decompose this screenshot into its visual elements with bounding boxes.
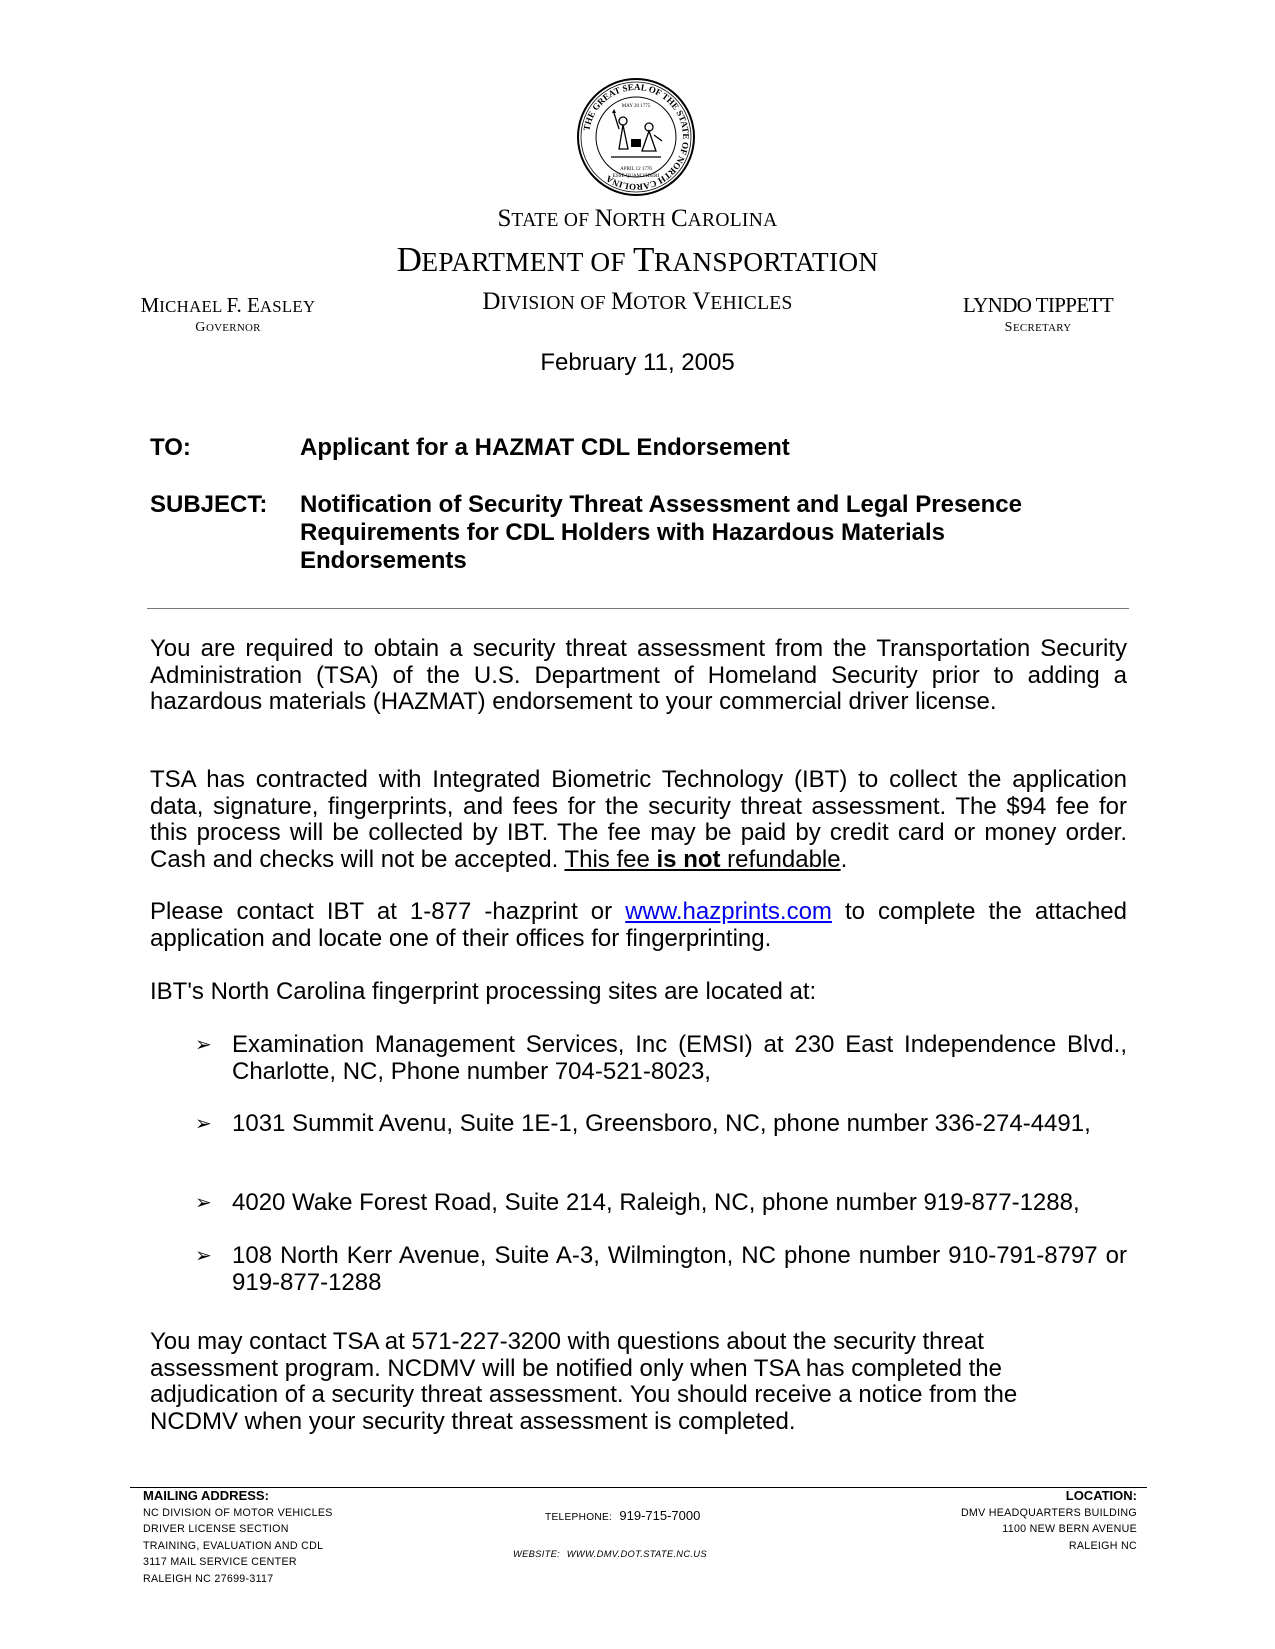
letter-date: February 11, 2005 bbox=[540, 349, 735, 376]
site-item-greensboro bbox=[195, 1111, 1127, 1138]
contact-ibt-rest: to complete the attached application and locate one of their offices for fingerprinting. bbox=[150, 898, 1127, 952]
governor-name bbox=[130, 293, 326, 318]
secretary-title bbox=[960, 320, 1116, 336]
state-rest-1: TATE OF bbox=[511, 210, 595, 231]
tsa-line-2: assessment program. NCDMV will be notified only when TSA has completed the bbox=[150, 1354, 1002, 1382]
div-cap-3: V bbox=[692, 288, 711, 315]
arrow-bullet-icon: ➢ bbox=[195, 1245, 212, 1267]
site-item-charlotte bbox=[195, 1032, 1127, 1085]
department-name bbox=[0, 240, 1275, 280]
dept-cap-1: D bbox=[396, 240, 422, 279]
div-rest-1: IVISION OF bbox=[500, 293, 611, 314]
arrow-bullet-icon: ➢ bbox=[195, 1113, 212, 1135]
location-line-1: DMV HEADQUARTERS BUILDING bbox=[960, 1506, 1137, 1519]
website bbox=[513, 1546, 813, 1560]
fee-period: . bbox=[840, 845, 848, 873]
location-line-3: RALEIGH NC bbox=[1068, 1539, 1137, 1552]
div-rest-3: EHICLES bbox=[710, 293, 793, 314]
subject-line-3: Endorsements bbox=[300, 547, 467, 574]
mailing-address bbox=[143, 1488, 443, 1587]
state-seal-logo bbox=[576, 77, 696, 197]
div-rest-2: OTOR bbox=[633, 293, 693, 314]
state-rest-2: ORTH bbox=[612, 210, 671, 231]
to-value: Applicant for a HAZMAT CDL Endorsement bbox=[300, 434, 790, 461]
site-item-wilmington bbox=[195, 1243, 1127, 1296]
site-text: 1031 Summit Avenu, Suite 1E-1, Greensboro, NC, phone number 336-274-4491, bbox=[232, 1110, 1091, 1137]
site-text: 108 North Kerr Avenue, Suite A-3, Wilmington, NC phone number 910-791-8797 or 919-877-1288 bbox=[232, 1242, 1127, 1296]
tsa-line-1: You may contact TSA at 571-227-3200 with questions about the security threat bbox=[150, 1328, 984, 1355]
mailing-line-1: NC DIVISION OF MOTOR VEHICLES bbox=[143, 1506, 333, 1519]
location-line-2: 1100 NEW BERN AVENUE bbox=[1002, 1523, 1137, 1535]
state-name bbox=[0, 205, 1275, 233]
header-divider bbox=[147, 608, 1129, 609]
governor-title bbox=[130, 320, 326, 336]
dept-rest-2: RANSPORTATION bbox=[653, 247, 879, 277]
dept-rest-1: EPARTMENT OF bbox=[421, 247, 633, 277]
subject-label: SUBJECT: bbox=[150, 491, 268, 518]
mailing-line-4: 3117 MAIL SERVICE CENTER bbox=[143, 1556, 297, 1568]
paragraph-sites-intro: IBT's North Carolina fingerprint processing sites are located at: bbox=[150, 978, 817, 1005]
fee-not-refundable-1: This fee bbox=[564, 845, 657, 873]
contact-ibt-text: Please contact IBT at 1-877 -hazprint or bbox=[150, 898, 626, 925]
site-text: Examination Management Services, Inc (EMSI) at 230 East Independence Blvd., Charlotte, NC, Phone number 704-521-8023, bbox=[232, 1031, 1127, 1085]
tsa-line-3: adjudication of a security threat assessment. You should receive a notice from the bbox=[150, 1381, 1018, 1408]
state-rest-3: AROLINA bbox=[687, 210, 778, 231]
telephone bbox=[545, 1508, 845, 1523]
subject-line-1: Notification of Security Threat Assessment and Legal Presence bbox=[300, 491, 1022, 518]
subject-value bbox=[300, 491, 1080, 575]
paragraph-requirement: You are required to obtain a security threat assessment from the Transportation Security Administration (TSA) of the U.S. Department of Homeland Security prior to adding a hazardous materials (HAZMAT) endorsement to your commercial driver license. bbox=[150, 635, 1127, 715]
website-label: WEBSITE: bbox=[513, 1549, 561, 1559]
mailing-line-2: DRIVER LICENSE SECTION bbox=[143, 1523, 289, 1535]
paragraph-fee bbox=[150, 767, 1127, 873]
state-cap-2: N bbox=[594, 205, 613, 232]
state-cap-1: S bbox=[497, 205, 512, 232]
seal-ring-text: THE GREAT SEAL OF THE STATE OF NORTH CAROLINA bbox=[581, 81, 692, 193]
gov-title-rest: OVERNOR bbox=[205, 322, 261, 334]
mailing-line-5: RALEIGH NC 27699-3117 bbox=[143, 1572, 274, 1585]
seal-date-top: MAY 20 1775 bbox=[621, 104, 651, 109]
governor-block bbox=[130, 293, 326, 336]
location-title: LOCATION: bbox=[1065, 1488, 1137, 1503]
mailing-title: MAILING ADDRESS: bbox=[143, 1488, 269, 1503]
mailing-line-3: TRAINING, EVALUATION AND CDL bbox=[143, 1539, 324, 1552]
gov-cap-1: M bbox=[140, 293, 160, 317]
to-label: TO: bbox=[150, 434, 191, 461]
arrow-bullet-icon: ➢ bbox=[195, 1192, 212, 1214]
website-url[interactable]: WWW.DMV.DOT.STATE.NC.US bbox=[566, 1549, 707, 1559]
div-cap-1: D bbox=[482, 288, 501, 315]
site-item-raleigh bbox=[195, 1190, 1127, 1217]
telephone-number: 919-715-7000 bbox=[619, 1508, 701, 1523]
telephone-label: TELEPHONE: bbox=[545, 1512, 613, 1523]
gov-cap-2: F. E bbox=[226, 293, 260, 317]
location-address bbox=[880, 1488, 1137, 1554]
sec-title-cap: S bbox=[1004, 320, 1013, 335]
seal-motto: ESSE QUAM VIDERI bbox=[612, 174, 660, 179]
gov-rest-2: ASLEY bbox=[259, 297, 316, 316]
sec-title-rest: ECRETARY bbox=[1012, 322, 1072, 334]
arrow-bullet-icon: ➢ bbox=[195, 1034, 212, 1056]
paragraph-tsa-contact bbox=[150, 1329, 1127, 1435]
subject-line-2: Requirements for CDL Holders with Hazardous Materials bbox=[300, 519, 946, 546]
secretary-name: LYNDO TIPPETT bbox=[962, 293, 1114, 317]
gov-title-cap: G bbox=[195, 320, 206, 335]
paragraph-contact-ibt bbox=[150, 899, 1127, 952]
fee-not-refundable-bold: is not bbox=[656, 845, 721, 873]
gov-rest-1: ICHAEL bbox=[159, 297, 227, 316]
hazprints-link[interactable]: www.hazprints.com bbox=[625, 898, 832, 925]
seal-date-bottom: APRIL 12 1776 bbox=[620, 167, 652, 172]
fee-not-refundable-2: refundable bbox=[720, 845, 841, 873]
dept-cap-2: T bbox=[632, 240, 654, 279]
div-cap-2: M bbox=[610, 288, 634, 315]
fee-text: TSA has contracted with Integrated Biometric Technology (IBT) to collect the application data, signature, fingerprints, and fees for the security threat assessment. The $94 fee for this process will be collected by IBT. The fee may be paid by credit card or money order. Cash and checks will not be accepted. bbox=[150, 766, 1127, 873]
site-text: 4020 Wake Forest Road, Suite 214, Raleigh, NC, phone number 919-877-1288, bbox=[232, 1189, 1080, 1216]
secretary-block bbox=[960, 293, 1116, 336]
state-cap-3: C bbox=[670, 205, 688, 232]
tsa-line-4: NCDMV when your security threat assessment is completed. bbox=[150, 1407, 796, 1435]
